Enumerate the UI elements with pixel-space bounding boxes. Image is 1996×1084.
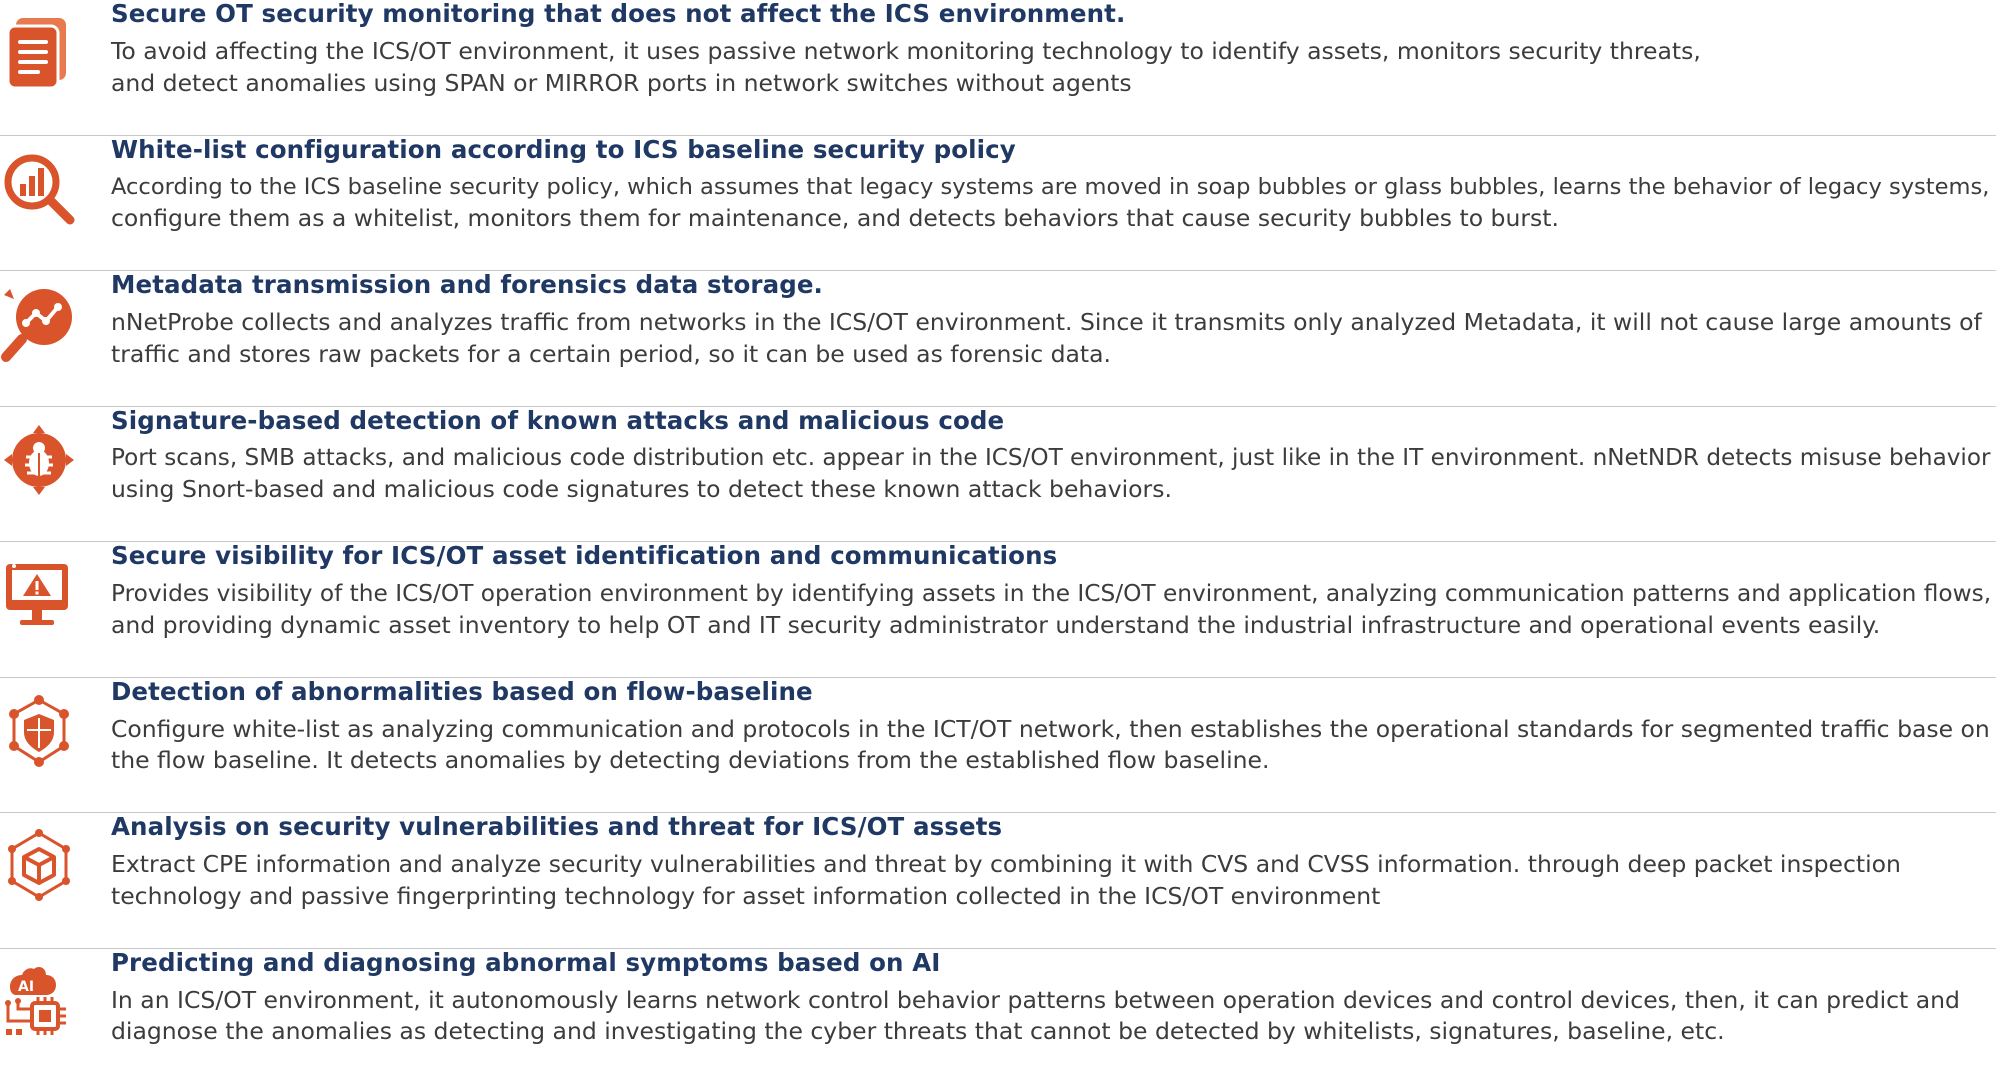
- feature-item-metadata-forensics: [0, 271, 1996, 407]
- document-stack-icon: [0, 14, 78, 92]
- feature-description: nNetProbe collects and analyzes traffic from networks in the ICS/OT environment. Since it transmits only analyzed Metadata, it will not cause large amounts of traffic and stores raw packets for a certain period, so it can be used as forensic data.: [111, 307, 1991, 370]
- feature-item-asset-visibility: [0, 542, 1996, 678]
- feature-description: To avoid affecting the ICS/OT environment, it uses passive network monitoring technology to identify assets, monitors security threats, and detect anomalies using SPAN or MIRROR ports in network switches without agents: [111, 36, 1991, 99]
- feature-title: Signature-based detection of known attacks and malicious code: [111, 407, 1004, 435]
- feature-description: Port scans, SMB attacks, and malicious code distribution etc. appear in the ICS/OT environment, just like in the IT environment. nNetNDR detects misuse behavior using Snort-based and malicious code signatures to detect these known attack behaviors.: [111, 443, 1991, 506]
- feature-title: Detection of abnormalities based on flow-baseline: [111, 678, 813, 706]
- monitor-warning-icon: [0, 556, 78, 634]
- shield-network-icon: [0, 692, 78, 770]
- feature-description: According to the ICS baseline security policy, which assumes that legacy systems are moved in soap bubbles or glass bubbles, learns the behavior of legacy systems, configure them as a whitelist, monitors them for maintenance, and detects behaviors that cause security bubbles to burst.: [111, 172, 1991, 235]
- feature-description: Extract CPE information and analyze security vulnerabilities and threat by combining it with CVS and CVSS information. through deep packet inspection technology and passive fingerprinting technology for asset information collected in the ICS/OT environment: [111, 849, 1991, 912]
- chart-magnifier-icon: [0, 150, 78, 228]
- feature-title: Analysis on security vulnerabilities and threat for ICS/OT assets: [111, 813, 1002, 841]
- feature-description: Provides visibility of the ICS/OT operation environment by identifying assets in the ICS/OT environment, analyzing communication patterns and application flows, and providing dynamic asset inventory to help OT and IT security administrator understand the industrial infrastructure and operational events easily.: [111, 578, 1991, 641]
- ai-chip-icon: [0, 963, 78, 1041]
- feature-item-ai-diagnosis: [0, 949, 1996, 1084]
- feature-item-flow-baseline: [0, 678, 1996, 814]
- feature-item-signature-detection: [0, 407, 1996, 543]
- feature-title: White-list configuration according to ICS baseline security policy: [111, 136, 1016, 164]
- feature-title: Secure OT security monitoring that does not affect the ICS environment.: [111, 0, 1125, 28]
- feature-item-whitelist-config: [0, 136, 1996, 272]
- feature-description: Configure white-list as analyzing communication and protocols in the ICT/OT network, then establishes the operational standards for segmented traffic base on the flow baseline. It detects anomalies by detecting deviations from the established flow baseline.: [111, 714, 1991, 777]
- feature-title: Predicting and diagnosing abnormal symptoms based on AI: [111, 949, 940, 977]
- feature-item-vulnerability-analysis: [0, 813, 1996, 949]
- feature-item-ot-monitoring: [0, 0, 1996, 136]
- cube-network-icon: [0, 827, 78, 905]
- bug-target-icon: [0, 421, 78, 499]
- data-analysis-magnifier-icon: [0, 285, 78, 363]
- feature-title: Metadata transmission and forensics data storage.: [111, 271, 823, 299]
- svg-text:AI: AI: [18, 979, 34, 995]
- feature-title: Secure visibility for ICS/OT asset identification and communications: [111, 542, 1057, 570]
- feature-description: In an ICS/OT environment, it autonomously learns network control behavior patterns between operation devices and control devices, then, it can predict and diagnose the anomalies as detecting and investigating the cyber threats that cannot be detected by whitelists, signatures, baseline, etc.: [111, 985, 1991, 1048]
